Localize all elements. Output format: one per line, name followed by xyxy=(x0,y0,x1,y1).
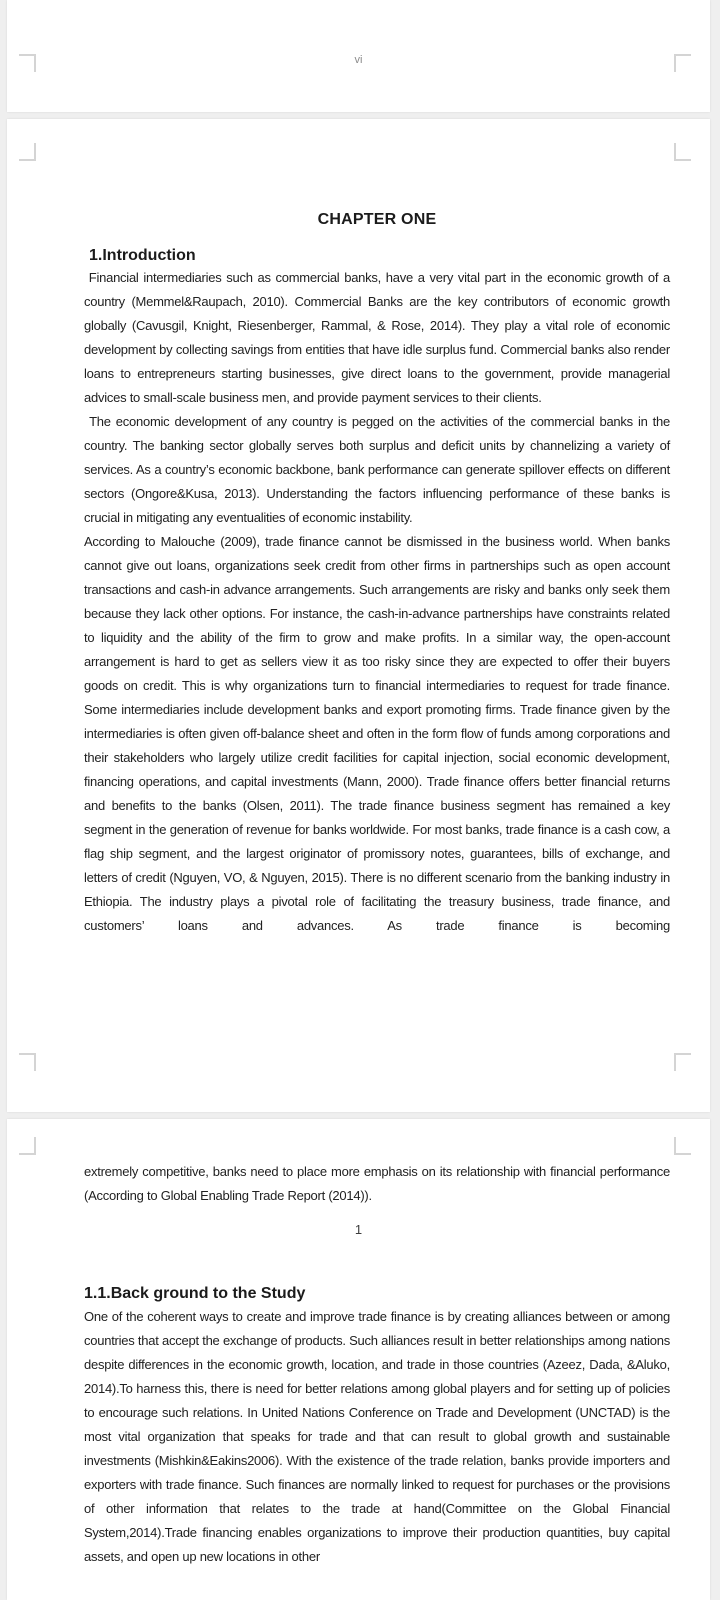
document-page-background xyxy=(7,1119,710,1600)
page-number-1: 1 xyxy=(354,1222,363,1237)
crop-mark-top-right xyxy=(674,1137,691,1155)
paragraph-continued: extremely competitive, banks need to place more emphasis on its relationship with financial performance (According to Global Enabling Trade Report (2014)). xyxy=(84,1164,674,1203)
crop-mark-top-left xyxy=(19,143,36,161)
paragraph-trade-finance: According to Malouche (2009), trade finance cannot be dismissed in the business world. When banks cannot give out loans, organizations seek credit from other firms in partnerships such as open account transactions and cash-in advance arrangements. Such arrangements are risky and banks only seek them because they lack other options. For instance, the cash-in-advance partnerships have constraints related to liquidity and the ability of the firm to grow and make profits. In a similar way, the open-account arrangement is hard to get as sellers view it as too risky since they are expected to offer their buyers goods on credit. This is why organizations turn to financial intermediaries to request for trade finance. Some intermediaries include development banks and export promoting firms. Trade finance given by the intermediaries is often given off-balance sheet and often in the form flow of funds among corporations and their stakeholders who largely utilize credit facilities for capital injection, social economic development, financing operations, and capital investments (Mann, 2000). Trade finance offers better financial returns and benefits to the banks (Olsen, 2011). The trade finance business segment has remained a key segment in the generation of revenue for banks worldwide. For most banks, trade finance is a cash cow, a flag ship segment, and the largest originator of promissory notes, guarantees, bills of exchange, and letters of credit (Nguyen, VO, & Nguyen, 2015). There is no different scenario from the banking industry in Ethiopia. The industry plays a pivotal role of facilitating the treasury business, trade finance, and customers’ loans and advances. As trade finance is becoming xyxy=(84,534,674,933)
chapter-title: CHAPTER ONE xyxy=(317,211,437,228)
crop-mark-top-left xyxy=(19,1137,36,1155)
crop-mark-bottom-right xyxy=(674,1053,691,1071)
introduction-heading: 1.Introduction xyxy=(89,247,196,264)
paragraph-economic-development: The economic development of any country is pegged on the activities of the commercial banks in the country. The banking sector globally serves both surplus and deficit units by channelizing a variety of services. As a country’s economic backbone, bank performance can generate spillover effects on different sectors (Ongore&Kusa, 2013). Understanding the factors influencing performance of these banks is crucial in mitigating any eventualities of economic instability. xyxy=(84,414,674,525)
document-page-chapter-one xyxy=(7,119,710,1112)
paragraph-background: One of the coherent ways to create and improve trade finance is by creating alliances between or among countries that accept the exchange of products. Such alliances result in better relationships among nations despite differences in the economic growth, location, and trade in those countries (Azeez, Dada, &Aluko, 2014).To harness this, there is need for better relations among global players and for setting up of policies to encourage such relations. In United Nations Conference on Trade and Development (UNCTAD) is the most vital organization that speaks for trade and that can result to global growth and sustainable investments (Mishkin&Eakins2006). With the existence of the trade relation, banks provide importers and exporters with trade finance. Such finances are normally linked to request for purchases or the provisions of other information that relates to the trade at hand(Committee on the Global Financial System,2014).Trade financing enables organizations to improve their production quantities, buy capital assets, and open up new locations in other xyxy=(84,1309,674,1564)
crop-mark-bottom-left xyxy=(19,1053,36,1071)
crop-mark-bottom-right xyxy=(674,54,691,72)
paragraph-financial-intermediaries: Financial intermediaries such as commercial banks, have a very vital part in the economic growth of a country (Memmel&Raupach, 2010). Commercial Banks are the key contributors of economic growth globally (Cavusgil, Knight, Riesenberger, Rammal, & Rose, 2014). They play a vital role of economic development by collecting savings from entities that have idle surplus fund. Commercial banks also render loans to entrepreneurs starting businesses, give direct loans to the government, provide managerial advices to small-scale business men, and provide payment services to their clients. xyxy=(84,270,674,405)
page-number-vi: vi xyxy=(354,54,363,66)
background-heading: 1.1.Back ground to the Study xyxy=(84,1285,306,1302)
crop-mark-bottom-left xyxy=(19,54,36,72)
document-page-previous xyxy=(7,0,710,112)
crop-mark-top-right xyxy=(674,143,691,161)
